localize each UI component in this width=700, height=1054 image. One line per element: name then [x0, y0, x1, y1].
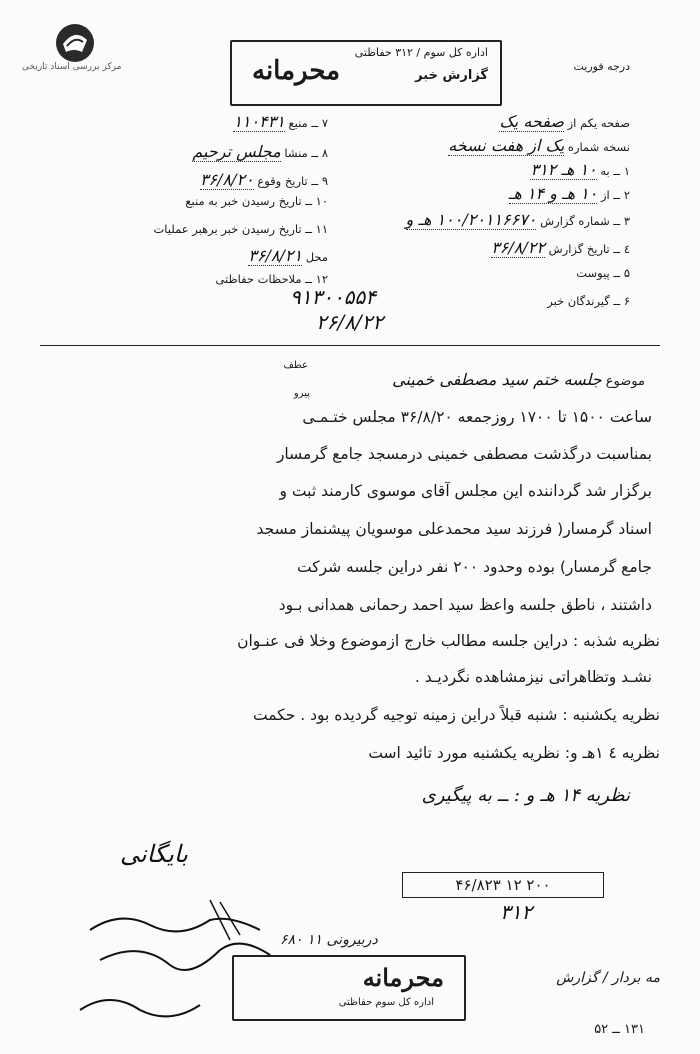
body-line: برگزار شد گرداننده این مجلس آقای موسوی کارمند ثبت و [279, 482, 652, 500]
body-line: نظریه ٤ ۱هـ و: نظریه یکشنبه مورد تائید است [368, 744, 660, 762]
field-report-date: ٤ ــ تاریخ گزارش ۳۶/۸/۲۲ [491, 238, 630, 257]
body-line: ساعت ۱۵۰۰ تا ۱۷۰۰ روزجمعه ۳۶/۸/۲۰ مجلس ختـمـی [302, 408, 652, 426]
body-line: اسناد گرمسار( فرزند سید محمدعلی موسویان پیشنماز مسجد [256, 520, 652, 538]
handwritten-312: ۳۱۲ [500, 900, 533, 924]
field-recipients: ۶ ــ گیرندگان خبر [547, 294, 630, 308]
top-stamp [230, 40, 502, 106]
archive-logo-icon [54, 22, 96, 64]
field-to: ۱ ــ به ۱۰ هـ ۳۱۲ [530, 160, 630, 179]
footer-side-text: مه بردار / گزارش [556, 970, 660, 986]
field-source: ۷ ــ منبع ۱۱۰۴۳۱ [233, 112, 328, 131]
footer-date-line: دربیرونی ۱۱ ۶۸۰ [280, 932, 378, 948]
stamp-confidential: محرمانه [252, 56, 341, 86]
handwritten-ref-number: ۹۱۳۰۰۵۵۴ [290, 285, 376, 309]
handwritten-archive: بایگانی [120, 840, 188, 868]
body-line: جامع گرمسار) بوده وحدود ۲۰۰ نفر دراین جلسه شرکت [296, 558, 652, 576]
field-copy: نسخه شماره یک از هفت نسخه [448, 136, 630, 155]
field-news-to-source: ۱۰ ــ تاریخ رسیدن خبر به منبع [185, 194, 328, 208]
stamp-bottom-confidential: محرمانه [362, 963, 444, 992]
body-line: نظریه یکشنبه : شنبه قبلاً دراین زمینه توجیه گردیده بود . حکمت [252, 706, 660, 724]
field-news-to-leader: ۱۱ ــ تاریخ رسیدن خبر برهبر عملیات [153, 222, 328, 236]
subject-text: جلسه ختم سید مصطفی خمینی [392, 370, 602, 389]
subject-below: پیرو [293, 388, 310, 399]
divider [40, 345, 660, 346]
field-page: صفحه یکم از صفحه یک [499, 112, 630, 131]
registry-number-box: ۴۶/۸۲۳ ۱۲ ۲۰۰ [402, 872, 604, 898]
subject-line [392, 370, 645, 389]
stamp-line-2: گزارش خبر [415, 68, 488, 83]
field-occurrence-date: ۹ ــ تاریخ وقوع ۳۶/۸/۲۰ [199, 170, 328, 189]
handwritten-date: ۲۶/۸/۲۲ [316, 310, 384, 334]
subject-above: عطف [283, 360, 308, 371]
body-line: بمناسبت درگذشت مصطفی خمینی درمسجد جامع گرمسار [276, 445, 652, 463]
body-line: نظریه شذبه : دراین جلسه مطالب خارج ازموضوع وخلا فی عنـوان [237, 632, 660, 650]
field-report-number: ۳ ــ شماره گزارش ۱۰۰/۲۰۱۱۶۶۷۰ هـ و [405, 210, 630, 229]
field-location: محل ۳۶/۸/۲۱ [248, 246, 328, 265]
subject-label: موضوع [605, 374, 645, 389]
logo-caption: مرکز بررسی اسناد تاریخی [22, 62, 122, 72]
field-security-notes: ۱۲ ــ ملاحظات حفاظتی [215, 272, 328, 286]
field-attachment: ۵ ــ پیوست [576, 266, 630, 280]
body-line: نشـد وتظاهراتی نیزمشاهده نگردیـد . [414, 668, 652, 686]
body-line: داشتند ، ناطق جلسه واعظ سید احمد رحمانی همدانی بـود [278, 596, 652, 614]
field-origin: ۸ ــ منشا مجلس ترحیم [192, 142, 328, 161]
stamp-bottom-dept: اداره کل سوم حفاظتی [338, 997, 434, 1008]
urgency-label: درجه فوریت [573, 60, 630, 73]
handwritten-note: نظریه ۱۴ هـ و : ــ به پیگیری [421, 785, 630, 806]
stamp-line-1: اداره کل سوم / ۳۱۲ حفاظتی [354, 46, 488, 59]
footer-page-code: ۱۳۱ ــ ۵۲ [594, 1022, 645, 1037]
bottom-stamp [232, 955, 466, 1021]
field-from: ۲ ــ از ۱۰ هـ و ۱۴ هـ [508, 184, 630, 203]
